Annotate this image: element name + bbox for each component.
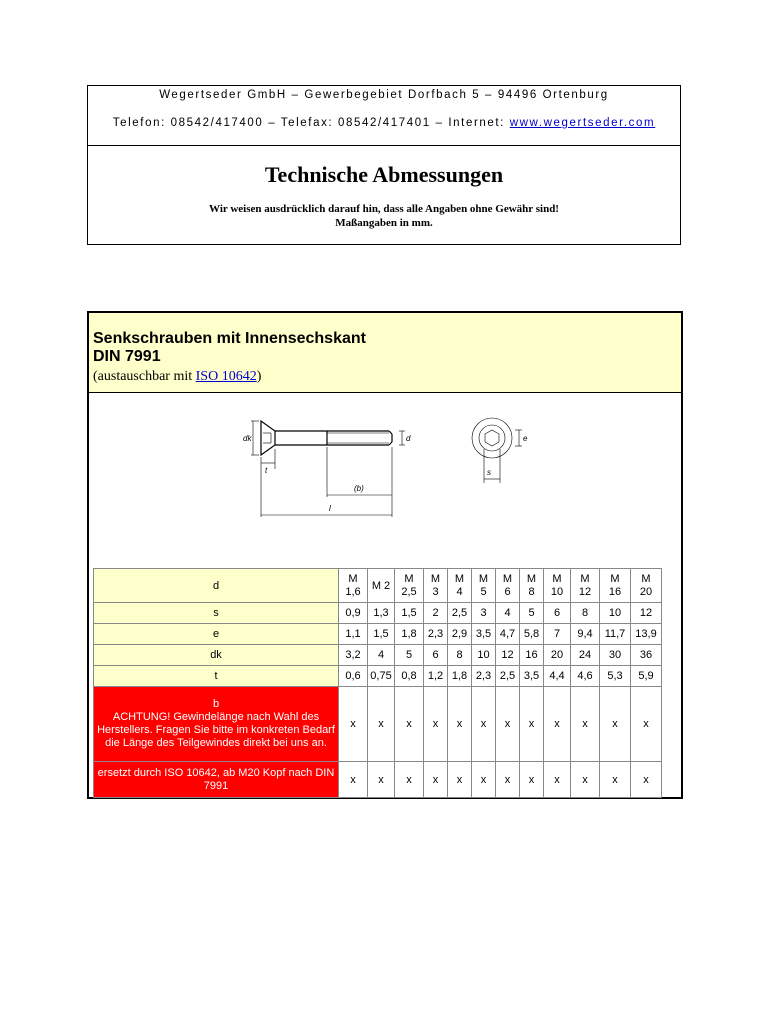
table-cell: 4	[368, 645, 395, 666]
row-label: s	[94, 603, 339, 624]
dimension-table	[93, 568, 662, 798]
table-cell: x	[520, 762, 544, 798]
table-row	[94, 762, 662, 798]
table-cell: 10	[600, 603, 631, 624]
table-cell: 0,6	[339, 666, 368, 687]
table-row	[94, 603, 662, 624]
dk-label: dk	[243, 434, 252, 443]
table-cell: x	[395, 762, 424, 798]
table-cell: 12	[631, 603, 662, 624]
table-cell: x	[472, 762, 496, 798]
table-cell: 2,3	[424, 624, 448, 645]
table-cell: x	[520, 687, 544, 762]
table-cell: x	[544, 687, 571, 762]
table-cell: 4,6	[571, 666, 600, 687]
e-label: e	[523, 434, 528, 443]
table-cell: x	[571, 687, 600, 762]
table-cell: 2,5	[496, 666, 520, 687]
screw-drawing	[239, 411, 539, 529]
company-address: Wegertseder GmbH – Gewerbegebiet Dorfbach 5 – 94496 Ortenburg	[159, 89, 609, 101]
table-cell: x	[496, 762, 520, 798]
table-cell: 8	[571, 603, 600, 624]
table-cell: 1,3	[368, 603, 395, 624]
table-cell: M 20	[631, 569, 662, 603]
table-cell: x	[571, 762, 600, 798]
table-cell: 0,8	[395, 666, 424, 687]
table-cell: x	[424, 687, 448, 762]
table-cell: x	[339, 762, 368, 798]
table-cell: 5	[395, 645, 424, 666]
table-cell: M 1,6	[339, 569, 368, 603]
table-cell: M 3	[424, 569, 448, 603]
table-cell: 0,75	[368, 666, 395, 687]
row-label: dk	[94, 645, 339, 666]
table-cell: M 12	[571, 569, 600, 603]
table-cell: x	[631, 762, 662, 798]
table-cell: 1,5	[395, 603, 424, 624]
row-label-warning: b ACHTUNG! Gewindelänge nach Wahl des Herstellers. Fragen Sie bitte im konkreten Bedarf die Länge des Teilgewindes direkt bei uns an.	[94, 687, 339, 762]
table-cell: M 8	[520, 569, 544, 603]
table-cell: 5	[520, 603, 544, 624]
table-cell: 2,9	[448, 624, 472, 645]
table-cell: 1,8	[395, 624, 424, 645]
l-label: l	[329, 504, 331, 513]
table-cell: 1,2	[424, 666, 448, 687]
company-header	[87, 85, 681, 245]
t-label: t	[265, 466, 268, 475]
table-cell: 13,9	[631, 624, 662, 645]
table-cell: M 2	[368, 569, 395, 603]
table-cell: x	[544, 762, 571, 798]
table-cell: 3,5	[472, 624, 496, 645]
table-cell: 11,7	[600, 624, 631, 645]
table-cell: 6	[544, 603, 571, 624]
row-label: e	[94, 624, 339, 645]
table-cell: 4,4	[544, 666, 571, 687]
table-cell: x	[472, 687, 496, 762]
product-section	[87, 311, 683, 799]
table-cell: 36	[631, 645, 662, 666]
table-cell: x	[631, 687, 662, 762]
website-link[interactable]: www.wegertseder.com	[509, 117, 656, 129]
table-cell: M 2,5	[395, 569, 424, 603]
table-cell: 2	[424, 603, 448, 624]
table-cell: M 16	[600, 569, 631, 603]
table-cell: 2,3	[472, 666, 496, 687]
table-cell: 24	[571, 645, 600, 666]
table-cell: x	[496, 687, 520, 762]
row-label-replacement: ersetzt durch ISO 10642, ab M20 Kopf nach DIN 7991	[94, 762, 339, 798]
table-cell: 16	[520, 645, 544, 666]
table-cell: x	[368, 687, 395, 762]
table-cell: 20	[544, 645, 571, 666]
table-cell: M 10	[544, 569, 571, 603]
table-cell: 5,8	[520, 624, 544, 645]
table-cell: x	[339, 687, 368, 762]
table-cell: 2,5	[448, 603, 472, 624]
page-title: Technische Abmessungen	[264, 162, 504, 187]
table-cell: M 5	[472, 569, 496, 603]
table-row	[94, 645, 662, 666]
table-cell: 30	[600, 645, 631, 666]
company-contact	[88, 116, 680, 130]
product-header	[89, 313, 681, 393]
document-heading	[88, 162, 680, 230]
table-cell: 3,2	[339, 645, 368, 666]
disclaimer-text: Wir weisen ausdrücklich darauf hin, dass alle Angaben ohne Gewähr sind!	[209, 203, 559, 215]
product-name: Senkschrauben mit Innensechskant	[93, 330, 366, 347]
table-cell: 9,4	[571, 624, 600, 645]
table-row	[94, 569, 662, 603]
table-cell: 4,7	[496, 624, 520, 645]
table-cell: x	[600, 687, 631, 762]
table-row	[94, 624, 662, 645]
table-cell: 6	[424, 645, 448, 666]
table-cell: M 4	[448, 569, 472, 603]
iso-link[interactable]: ISO 10642	[195, 369, 257, 384]
table-cell: 1,8	[448, 666, 472, 687]
s-label: s	[487, 468, 491, 477]
table-row	[94, 687, 662, 762]
table-cell: 3,5	[520, 666, 544, 687]
d-label: d	[406, 434, 411, 443]
table-cell: 3	[472, 603, 496, 624]
table-cell: 8	[448, 645, 472, 666]
exchange-note: (austauschbar mit ISO 10642)	[93, 369, 262, 384]
table-cell: x	[368, 762, 395, 798]
row-label: t	[94, 666, 339, 687]
table-cell: 5,9	[631, 666, 662, 687]
contact-numbers: Telefon: 08542/417400 – Telefax: 08542/417401 – Internet:	[112, 117, 510, 129]
table-cell: 7	[544, 624, 571, 645]
table-cell: x	[448, 687, 472, 762]
table-cell: 5,3	[600, 666, 631, 687]
table-cell: 0,9	[339, 603, 368, 624]
table-cell: 1,5	[368, 624, 395, 645]
table-cell: 1,1	[339, 624, 368, 645]
units-note: Maßangaben in mm.	[335, 217, 433, 229]
table-cell: 12	[496, 645, 520, 666]
table-cell: x	[600, 762, 631, 798]
company-info	[88, 86, 680, 146]
table-cell: M 6	[496, 569, 520, 603]
table-cell: 4	[496, 603, 520, 624]
b-label: (b)	[354, 484, 364, 493]
product-norm: DIN 7991	[93, 348, 161, 365]
table-cell: x	[448, 762, 472, 798]
table-cell: x	[395, 687, 424, 762]
row-label: d	[94, 569, 339, 603]
table-row	[94, 666, 662, 687]
table-cell: 10	[472, 645, 496, 666]
table-cell: x	[424, 762, 448, 798]
